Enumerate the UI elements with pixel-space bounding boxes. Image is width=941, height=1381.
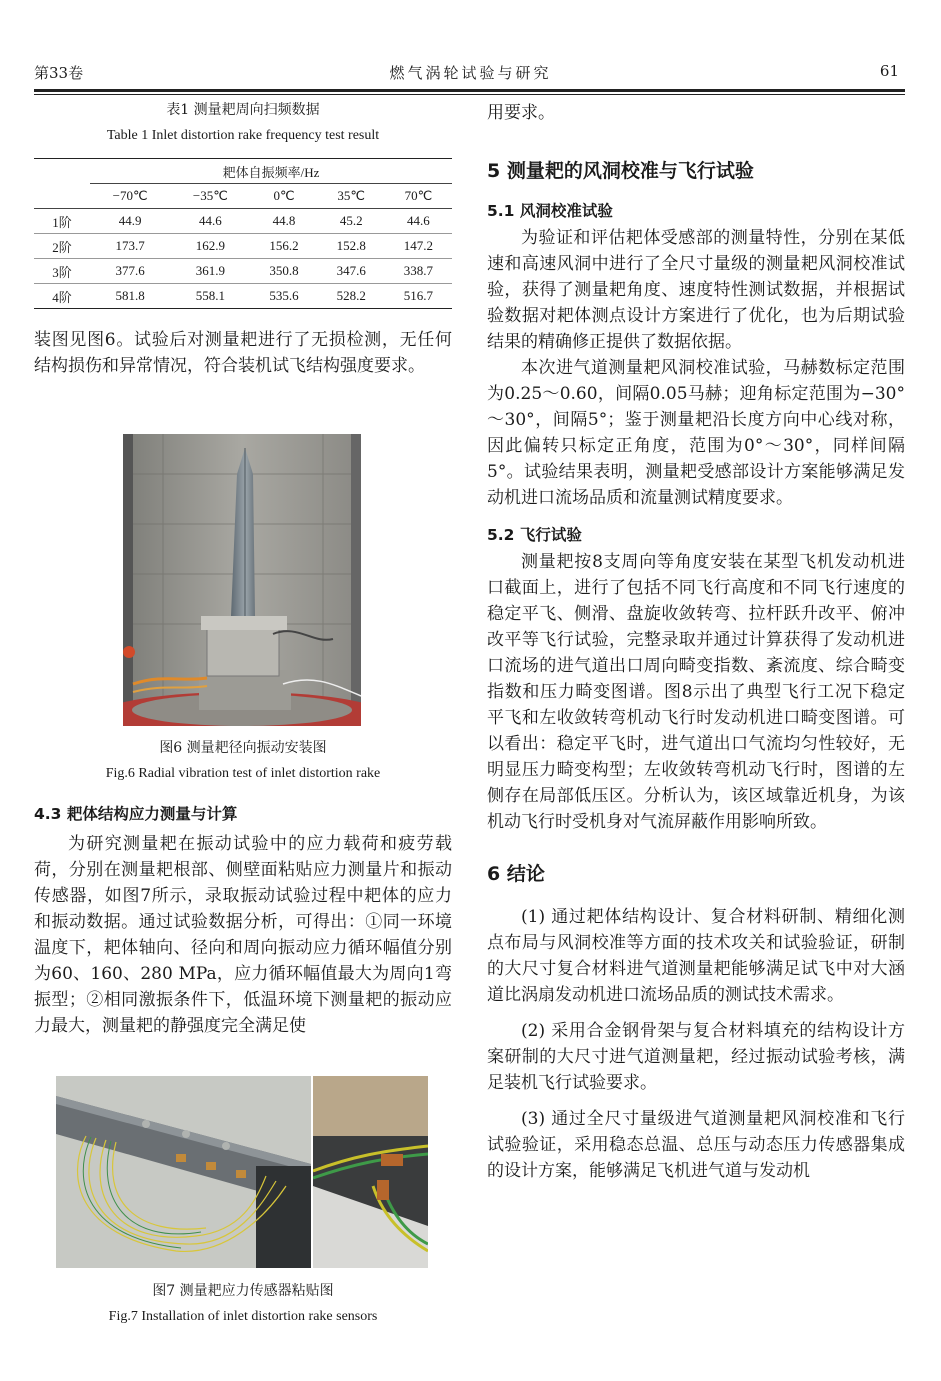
table-cell: 156.2 bbox=[250, 234, 317, 259]
header-rule-thin bbox=[34, 94, 905, 95]
figure7-caption-en: Fig.7 Installation of inlet distortion rake sensors bbox=[108, 1309, 378, 1324]
header-rule-thick bbox=[34, 89, 905, 92]
table-cell: 147.2 bbox=[385, 234, 452, 259]
table-temp-cell: 70℃ bbox=[385, 184, 452, 209]
section-heading-5: 5 测量耙的风洞校准与飞行试验 bbox=[487, 160, 754, 182]
table-cell: 581.8 bbox=[90, 284, 170, 309]
paragraph-install: 装图见图6。试验后对测量耙进行了无损检测，无任何结构损伤和异常情况，符合装机试飞结构强度要求。 bbox=[34, 330, 452, 376]
conclusion-3: (3) 通过全尺寸量级进气道测量耙风洞校准和飞行试验验证，采用稳态总温、总压与动态压力传感器集成的设计方案，能够满足飞机进气道与发动机 bbox=[487, 1109, 905, 1181]
table-row-label: 1阶 bbox=[34, 209, 90, 234]
figure6-photo bbox=[123, 434, 361, 726]
table-cell: 162.9 bbox=[170, 234, 250, 259]
table-temp-cell: 35℃ bbox=[318, 184, 385, 209]
table-cell: 558.1 bbox=[170, 284, 250, 309]
conclusion-1: (1) 通过耙体结构设计、复合材料研制、精细化测点布局与风洞校准等方面的技术攻关和试验验证，研制的大尺寸复合材料进气道测量耙能够满足试飞中对大涵道比涡扇发动机进口流场品质的测试技术需求。 bbox=[487, 907, 905, 1005]
table1 bbox=[34, 158, 452, 309]
header-journal: 燃气涡轮试验与研究 bbox=[389, 64, 552, 82]
paragraph-5-1-a: 为验证和评估耙体受感部的测量特性，分别在某低速和高速风洞中进行了全尺寸量级的测量耙风洞校准试验，获得了测量耙角度、速度特性测试数据，并根据试验数据对耙体测点设计方案进行了优化，也为后期试验结果的精确修正提供了数据依据。 bbox=[487, 228, 905, 352]
figure6-caption-cn: 图6 测量耙径向振动安装图 bbox=[159, 740, 327, 756]
header-page-number: 61 bbox=[879, 62, 899, 80]
section-heading-4-3: 4.3 耙体结构应力测量与计算 bbox=[34, 805, 238, 823]
section-heading-5-1: 5.1 风洞校准试验 bbox=[487, 202, 613, 220]
table-row bbox=[34, 284, 452, 309]
table1-caption-cn: 表1 测量耙周向扫频数据 bbox=[166, 102, 320, 118]
figure7-photo-left bbox=[56, 1076, 311, 1268]
left-section-43 bbox=[34, 802, 452, 1039]
right-column bbox=[487, 98, 905, 1184]
table-row bbox=[34, 259, 452, 284]
table-cell: 173.7 bbox=[90, 234, 170, 259]
paragraph-continued: 用要求。 bbox=[487, 103, 555, 123]
table-temp-row bbox=[34, 184, 452, 209]
table-temp-cell: −35℃ bbox=[170, 184, 250, 209]
section-heading-5-2: 5.2 飞行试验 bbox=[487, 526, 582, 544]
paragraph-5-2: 测量耙按8支周向等角度安装在某型飞机发动机进口截面上，进行了包括不同飞行高度和不同飞行速度的稳定平飞、侧滑、盘旋收敛转弯、拉杆跃升改平、俯冲改平等飞行试验，完整录取并通过计算获得了发动机进口流场的进气道出口周向畸变指数、紊流度、综合畸变指数和压力畸变图谱。图8示出了典型飞行工况下稳定平飞和左收敛转弯机动飞行时发动机进口畸变图谱。可以看出：稳定平飞时，进气道出口气流均匀性较好，无明显压力畸变构型；左收敛转弯机动飞行时，图谱的左侧存在局部低压区。分析认为，该区域靠近机身，为该机动飞行时受机身对气流屏蔽作用影响所致。 bbox=[487, 552, 905, 832]
table-cell: 45.2 bbox=[318, 209, 385, 234]
table-cell: 44.8 bbox=[250, 209, 317, 234]
table-cell: 347.6 bbox=[318, 259, 385, 284]
table-row bbox=[34, 209, 452, 234]
table-cell: 377.6 bbox=[90, 259, 170, 284]
table-temp-cell: −70℃ bbox=[90, 184, 170, 209]
table-row-label: 2阶 bbox=[34, 234, 90, 259]
table-corner-cell bbox=[34, 159, 90, 184]
table-unit-header: 耙体自振频率/Hz bbox=[90, 159, 452, 184]
figure6-caption-en: Fig.6 Radial vibration test of inlet distortion rake bbox=[105, 766, 381, 781]
table-corner-cell bbox=[34, 184, 90, 209]
table-cell: 152.8 bbox=[318, 234, 385, 259]
table-cell: 338.7 bbox=[385, 259, 452, 284]
table-header-row bbox=[34, 159, 452, 184]
table-cell: 44.6 bbox=[385, 209, 452, 234]
table-cell: 361.9 bbox=[170, 259, 250, 284]
table-row-label: 4阶 bbox=[34, 284, 90, 309]
table-temp-cell: 0℃ bbox=[250, 184, 317, 209]
vibration-test-image bbox=[123, 434, 361, 726]
sensor-installation-image bbox=[56, 1076, 311, 1268]
table-cell: 516.7 bbox=[385, 284, 452, 309]
paragraph-5-1-b: 本次进气道测量耙风洞校准试验，马赫数标定范围为0.25～0.60，间隔0.05马赫；迎角标定范围为−30°～30°，间隔5°；鉴于测量耙沿长度方向中心线对称，因此偏转只标定正角度，范围为0°～30°，同样间隔5°。试验结果表明，测量耙受感部设计方案能够满足发动机进口流场品质和流量测试精度要求。 bbox=[487, 358, 905, 508]
paragraph-4-3: 为研究测量耙在振动试验中的应力载荷和疲劳载荷，分别在测量耙根部、侧壁面粘贴应力测量片和振动传感器，如图7所示，录取振动试验过程中耙体的应力和振动数据。通过试验数据分析，可得出：①同一环境温度下，耙体轴向、径向和周向振动应力循环幅值分别为60、160、280 MPa，应力循环幅值最大为周向1弯振型；②相同激振条件下，低温环境下测量耙的振动应力最大，测量耙的静强度完全满足使 bbox=[34, 834, 452, 1036]
table1-caption-en: Table 1 Inlet distortion rake frequency test result bbox=[106, 128, 380, 143]
figure7-photo-right bbox=[313, 1076, 428, 1268]
table-cell: 350.8 bbox=[250, 259, 317, 284]
table-cell: 44.6 bbox=[170, 209, 250, 234]
left-column bbox=[34, 98, 452, 379]
section-heading-6: 6 结论 bbox=[487, 863, 545, 885]
header-volume: 第33卷 bbox=[34, 64, 84, 82]
table-cell: 44.9 bbox=[90, 209, 170, 234]
table-row-label: 3阶 bbox=[34, 259, 90, 284]
table-cell: 535.6 bbox=[250, 284, 317, 309]
conclusion-2: (2) 采用合金钢骨架与复合材料填充的结构设计方案研制的大尺寸进气道测量耙，经过振动试验考核，满足装机飞行试验要求。 bbox=[487, 1021, 905, 1093]
table-cell: 528.2 bbox=[318, 284, 385, 309]
figure7-caption-cn: 图7 测量耙应力传感器粘贴图 bbox=[152, 1283, 334, 1299]
sensor-closeup-image bbox=[313, 1076, 428, 1268]
table-row bbox=[34, 234, 452, 259]
